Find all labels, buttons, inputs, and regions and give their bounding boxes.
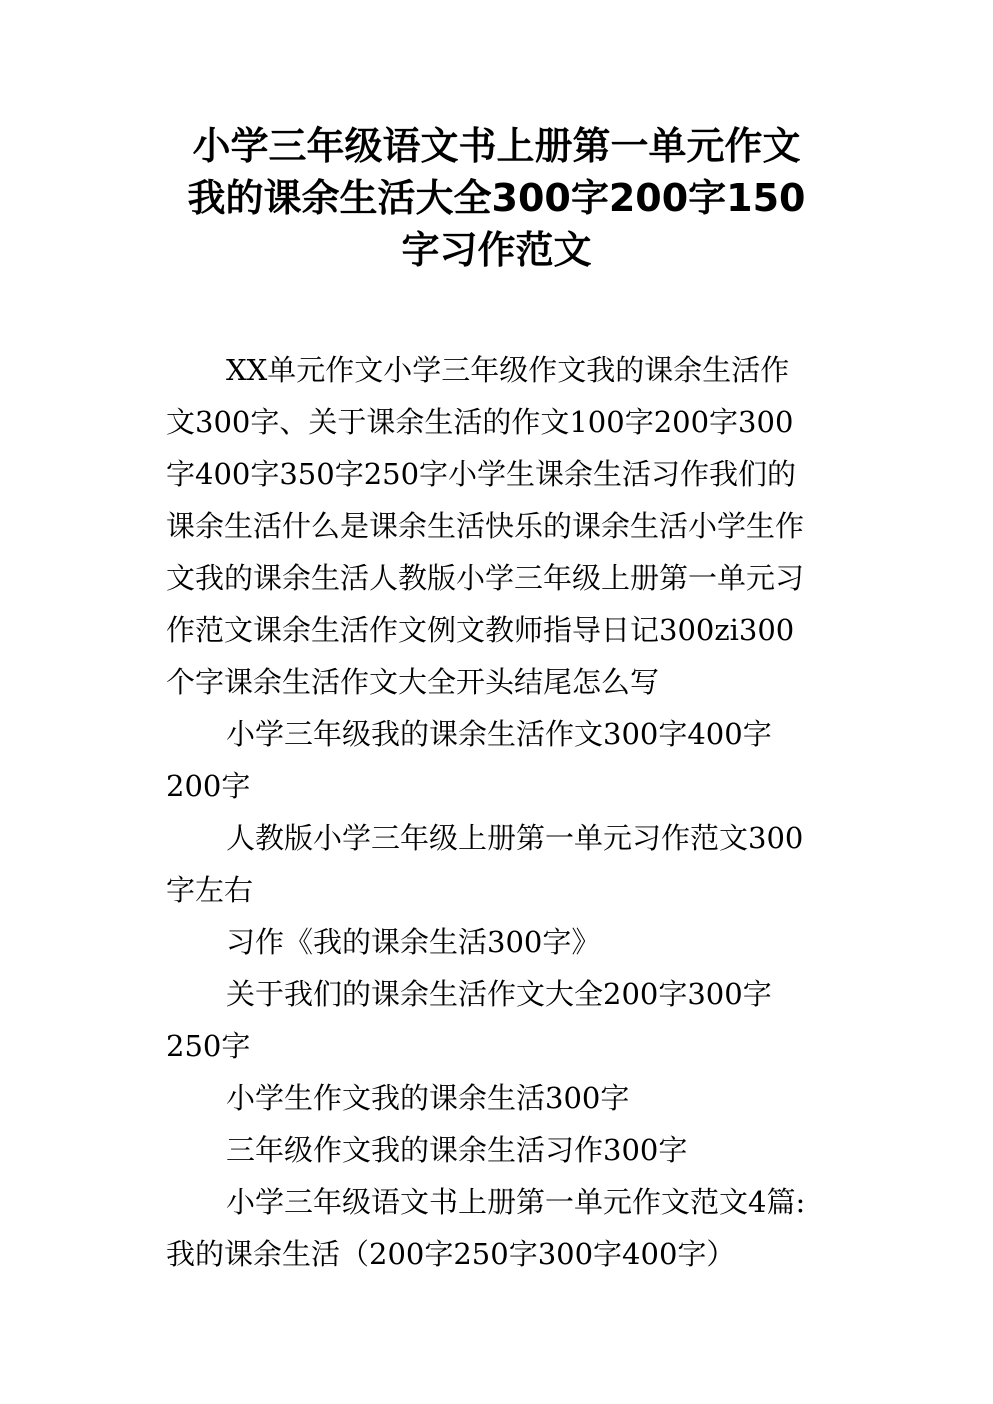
document-body [166, 344, 846, 1280]
paragraph [166, 916, 846, 968]
paragraph-line: 作范文课余生活作文例文教师指导日记300zi300 [166, 613, 795, 647]
paragraph [166, 1124, 846, 1176]
paragraph-line: 课余生活什么是课余生活快乐的课余生活小学生作 [166, 509, 805, 543]
paragraph-line: 小学生作文我的课余生活300字 [226, 1081, 630, 1115]
paragraph-line: 三年级作文我的课余生活习作300字 [226, 1133, 688, 1167]
paragraph-line: 关于我们的课余生活作文大全200字300字 [226, 977, 772, 1011]
paragraph-line: 我的课余生活（200字250字300字400字） [166, 1237, 736, 1271]
paragraph-line: 文我的课余生活人教版小学三年级上册第一单元习 [166, 561, 805, 595]
document-title [150, 120, 843, 276]
paragraph-line: 字左右 [166, 873, 254, 907]
title-line: 字习作范文 [401, 228, 592, 272]
paragraph-line: 人教版小学三年级上册第一单元习作范文300 [226, 821, 804, 855]
paragraph-line: 习作《我的课余生活300字》 [226, 925, 601, 959]
title-line: 小学三年级语文书上册第一单元作文 [192, 124, 801, 168]
paragraph-line: 个字课余生活作文大全开头结尾怎么写 [166, 665, 660, 699]
paragraph [166, 1176, 846, 1280]
title-line: 我的课余生活大全300字200字150 [187, 176, 806, 220]
paragraph [166, 968, 846, 1072]
paragraph [166, 812, 846, 916]
paragraph-line: 小学三年级我的课余生活作文300字400字 [226, 717, 772, 751]
paragraph-line: 字400字350字250字小学生课余生活习作我们的 [166, 457, 797, 491]
paragraph-line: XX单元作文小学三年级作文我的课余生活作 [226, 353, 790, 387]
paragraph [166, 1072, 846, 1124]
paragraph-line: 200字 [166, 769, 251, 803]
paragraph-line: 250字 [166, 1029, 251, 1063]
paragraph-line: 文300字、关于课余生活的作文100字200字300 [166, 405, 794, 439]
paragraph [166, 344, 846, 708]
paragraph-line: 小学三年级语文书上册第一单元作文范文4篇: [226, 1185, 806, 1219]
paragraph [166, 708, 846, 812]
